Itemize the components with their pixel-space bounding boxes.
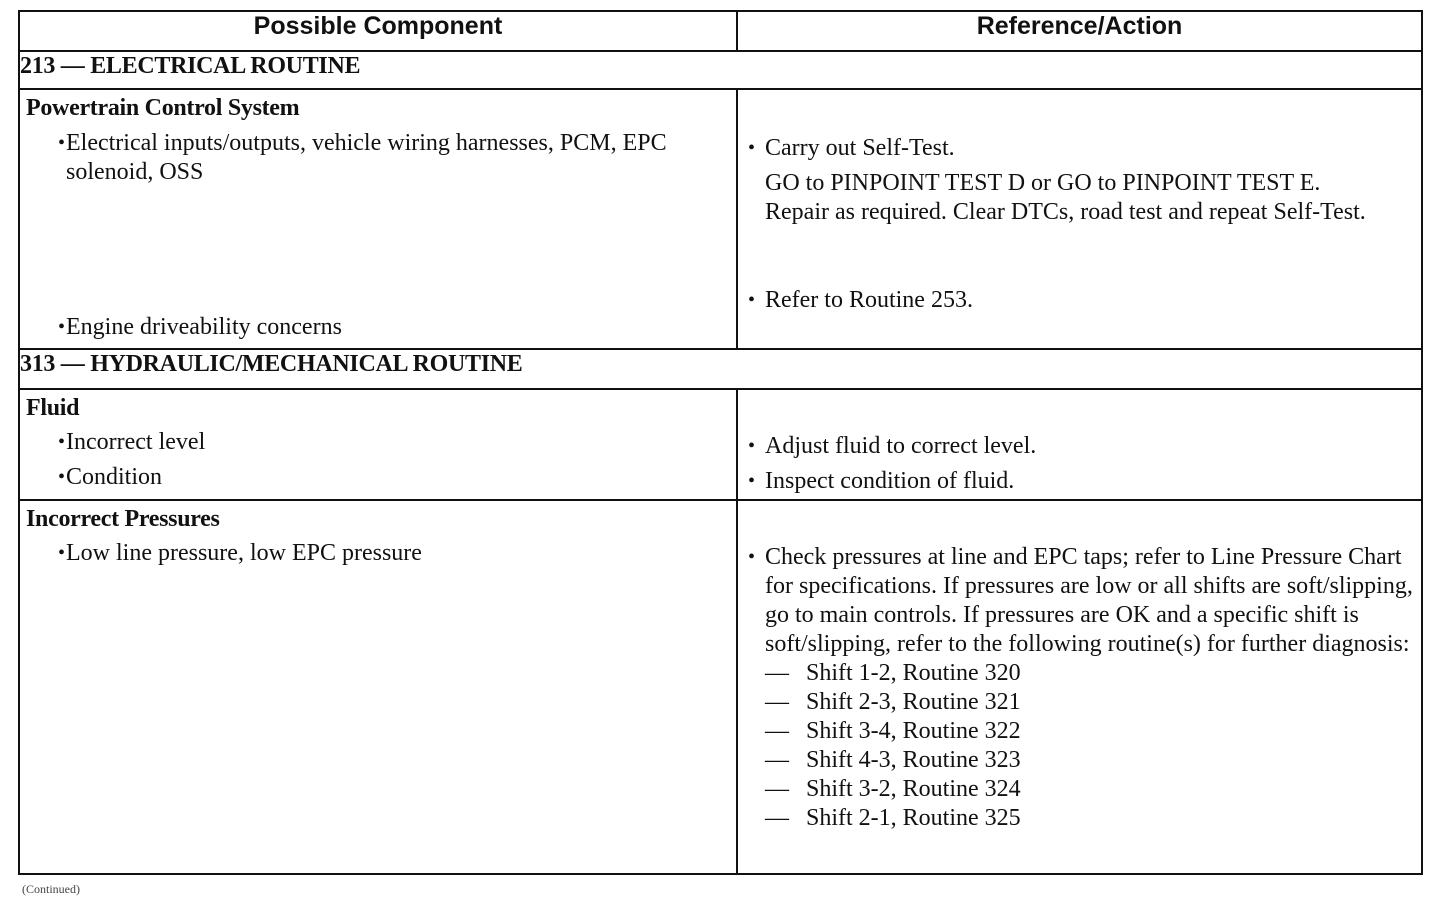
group-title-fluid: Fluid	[26, 395, 80, 421]
action-routine-253: • Refer to Routine 253.	[765, 286, 1411, 315]
shift-routine-item: — Shift 3-4, Routine 322	[765, 718, 1021, 744]
group-title-pressures: Incorrect Pressures	[26, 506, 220, 532]
dash-mark: —	[765, 776, 789, 802]
action-cell-powertrain	[737, 89, 1422, 349]
component-cell-fluid	[19, 389, 737, 500]
routine-title-313: 313 — HYDRAULIC/MECHANICAL ROUTINE	[19, 349, 1422, 389]
action-check-pressures: • Check pressures at line and EPC taps; refer to Line Pressure Chart for specifications. If pressures are low or all shifts are soft/slipping, go to main controls. If pressures are OK and a specific shift is soft/slipping, refer to the following routine(s) for further diagnosis:	[765, 543, 1415, 659]
component-item-electrical: • Electrical inputs/outputs, vehicle wiring harnesses, PCM, EPC solenoid, OSS	[20, 129, 706, 187]
component-item-driveability: • Engine driveability concerns	[20, 313, 736, 342]
routine-row-313	[19, 349, 1422, 389]
dash-mark: —	[765, 805, 789, 831]
component-item-level: • Incorrect level	[20, 428, 736, 457]
action-adjust-fluid: • Adjust fluid to correct level.	[765, 432, 1411, 461]
action-cell-fluid	[737, 389, 1422, 500]
shift-routine-item: — Shift 3-2, Routine 324	[765, 776, 1021, 802]
group-title-powertrain: Powertrain Control System	[26, 95, 300, 121]
dash-mark: —	[765, 747, 789, 773]
component-item-condition: • Condition	[20, 463, 736, 492]
shift-routine-item: — Shift 2-1, Routine 325	[765, 805, 1021, 831]
component-cell-powertrain	[19, 89, 737, 349]
action-cell-pressures	[737, 500, 1422, 874]
dash-mark: —	[765, 660, 789, 686]
component-cell-pressures	[19, 500, 737, 874]
group-row-powertrain	[19, 89, 1422, 349]
group-row-pressures	[19, 500, 1422, 874]
group-row-fluid	[19, 389, 1422, 500]
dash-mark: —	[765, 689, 789, 715]
header-possible-component: Possible Component	[19, 11, 737, 51]
shift-routine-list	[765, 659, 1411, 833]
component-item-low-pressure: • Low line pressure, low EPC pressure	[20, 539, 736, 568]
diagnosis-table	[18, 10, 1423, 875]
header-reference-action: Reference/Action	[737, 11, 1422, 51]
shift-routine-item: — Shift 1-2, Routine 320	[765, 660, 1021, 686]
header-row	[19, 11, 1422, 51]
action-inspect-fluid: • Inspect condition of fluid.	[765, 467, 1411, 496]
dash-mark: —	[765, 718, 789, 744]
shift-routine-item: — Shift 2-3, Routine 321	[765, 689, 1021, 715]
shift-routine-item: — Shift 4-3, Routine 323	[765, 747, 1021, 773]
routine-title-213: 213 — ELECTRICAL ROUTINE	[19, 51, 1422, 89]
routine-row-213	[19, 51, 1422, 89]
action-pinpoint-test: GO to PINPOINT TEST D or GO to PINPOINT TEST E. Repair as required. Clear DTCs, road test and repeat Self-Test.	[765, 170, 1366, 225]
action-self-test: • Carry out Self-Test.	[765, 134, 1411, 163]
continued-note: (Continued)	[22, 882, 80, 896]
